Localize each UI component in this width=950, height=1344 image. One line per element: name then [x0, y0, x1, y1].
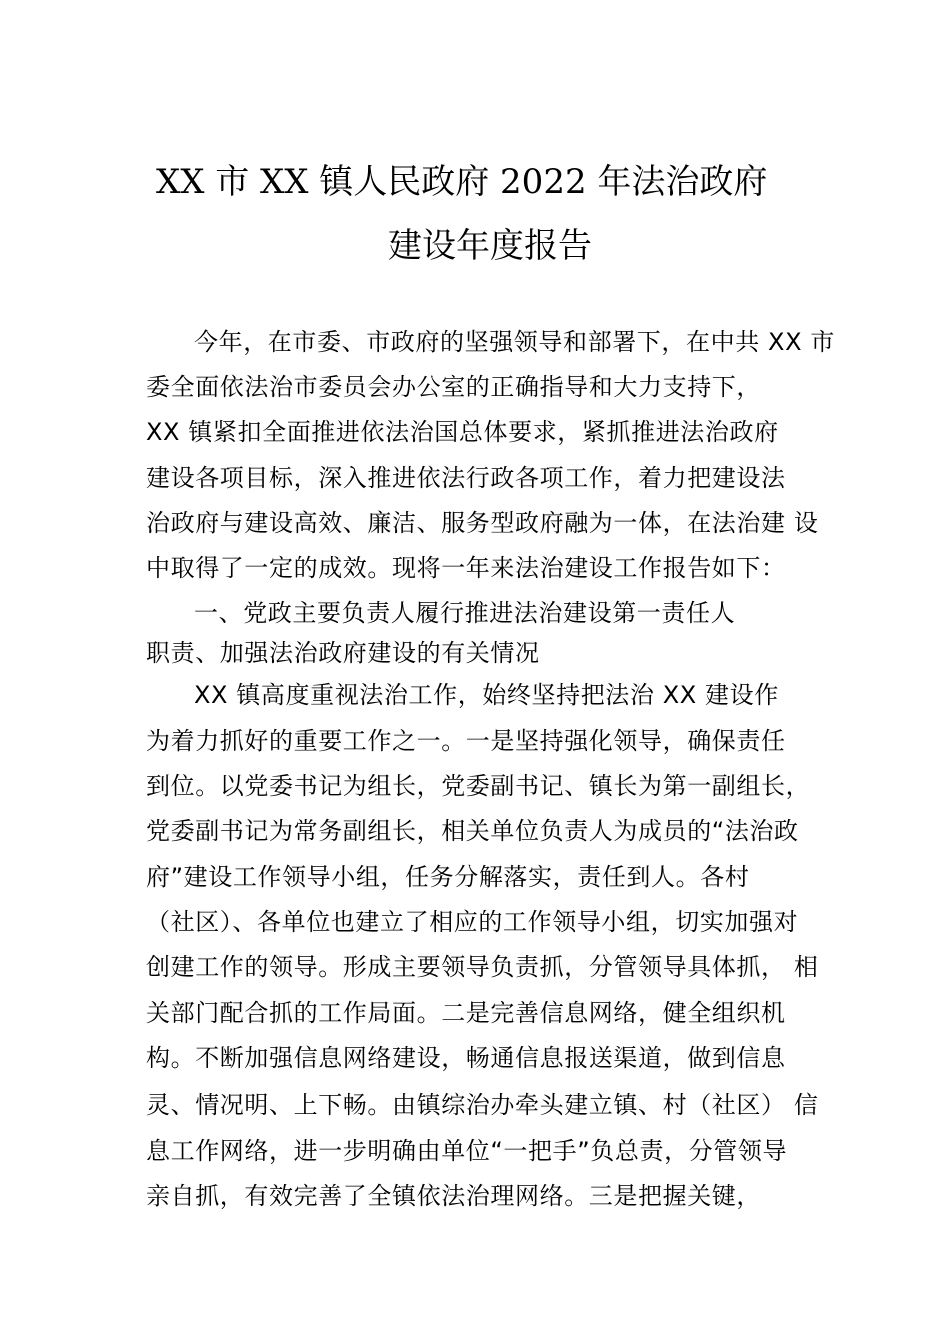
paragraph-line: 息工作网络，进一步明确由单位“一把手”负总责，分管领导 [146, 1137, 788, 1165]
paragraph-line: 中取得了一定的成效。现将一年来法治建设工作报告如下： [146, 554, 786, 582]
paragraph-line: （社区）、各单位也建立了相应的工作领导小组，切实加强对 [146, 908, 799, 936]
paragraph-line: 亲自抓，有效完善了全镇依法治理网络。三是把握关键， [146, 1182, 761, 1210]
document-title-line-1: XX 市 XX 镇人民政府 2022 年法治政府 [156, 162, 768, 202]
paragraph-line: 治政府与建设高效、廉洁、服务型政府融为一体，在法治建 设 [146, 509, 819, 537]
paragraph-line: 党委副书记为常务副组长，相关单位负责人为成员的“法治政 [146, 817, 799, 845]
paragraph-line: 关部门配合抓的工作局面。二是完善信息网络，健全组织机 [146, 999, 786, 1027]
paragraph-line: 灵、情况明、上下畅。由镇综治办牵头建立镇、村（社区） 信 [146, 1091, 819, 1119]
paragraph-line: 府”建设工作领导小组，任务分解落实，责任到人。各村 [146, 863, 750, 891]
paragraph-line: 为着力抓好的重要工作之一。一是坚持强化领导，确保责任 [146, 727, 786, 755]
paragraph-line: 建设各项目标，深入推进依法行政各项工作，着力把建设法 [146, 464, 786, 492]
section-heading-line: 一、党政主要负责人履行推进法治建设第一责任人 [194, 599, 736, 627]
paragraph-line: XX 镇紧扣全面推进依法治国总体要求，紧抓推进法治政府 [146, 418, 779, 446]
section-heading-line: 职责、加强法治政府建设的有关情况 [146, 639, 540, 667]
document-title-line-2: 建设年度报告 [388, 226, 592, 266]
paragraph-line: XX 镇高度重视法治工作，始终坚持把法治 XX 建设作 [194, 681, 779, 709]
paragraph-line: 委全面依法治市委员会办公室的正确指导和大力支持下， [146, 373, 761, 401]
paragraph-line: 今年，在市委、市政府的坚强领导和部署下，在中共 XX 市 [194, 328, 835, 356]
paragraph-line: 到位。以党委书记为组长，党委副书记、镇长为第一副组长， [146, 772, 811, 800]
paragraph-line: 构。不断加强信息网络建设，畅通信息报送渠道，做到信息 [146, 1044, 786, 1072]
paragraph-line: 创建工作的领导。形成主要领导负责抓，分管领导具体抓， 相 [146, 953, 819, 981]
